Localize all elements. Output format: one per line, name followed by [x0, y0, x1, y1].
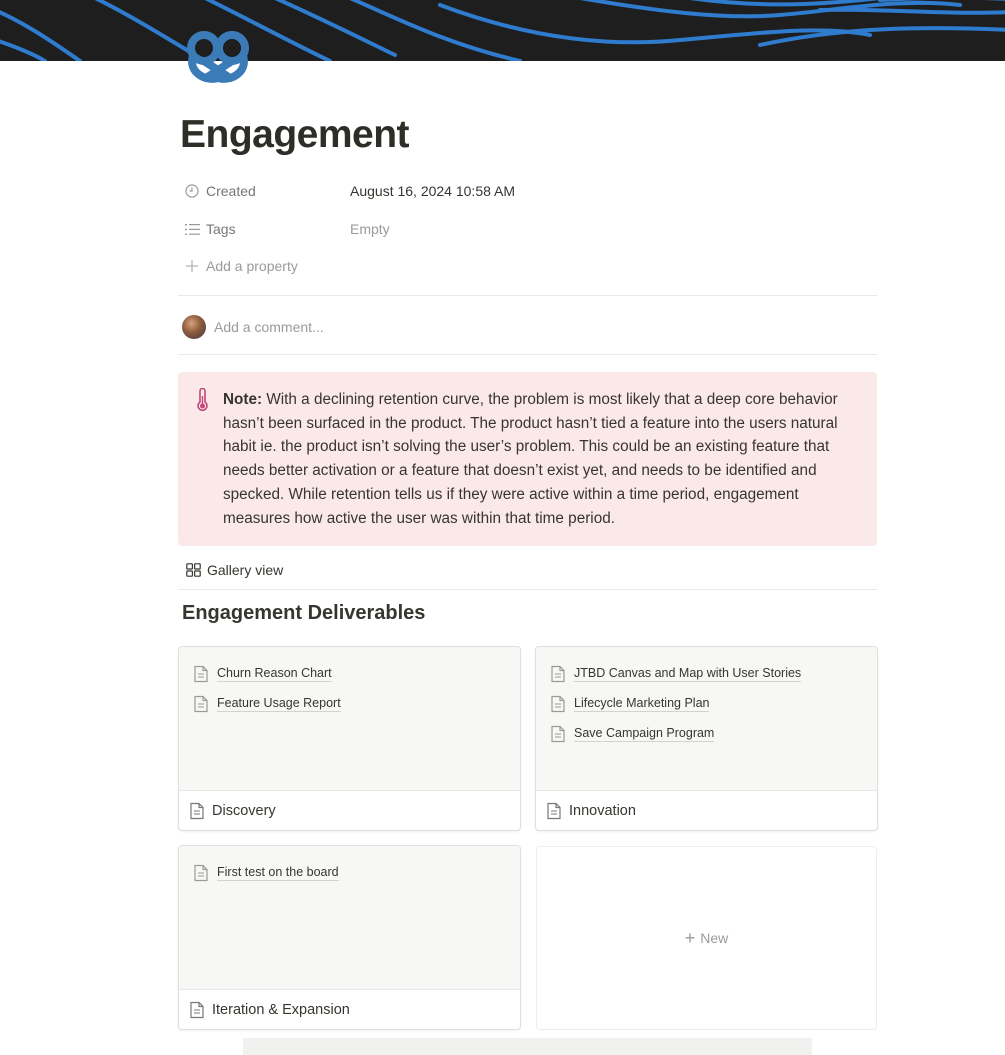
property-created[interactable]: [184, 179, 516, 203]
linked-page-label: Lifecycle Marketing Plan: [574, 696, 710, 710]
cover-image[interactable]: [0, 0, 1005, 61]
page-title[interactable]: Engagement: [180, 113, 410, 156]
card-title-row[interactable]: [179, 791, 520, 831]
list-icon: [184, 221, 200, 237]
callout-text[interactable]: [223, 388, 863, 530]
plus-icon: [184, 258, 200, 274]
clock-icon: [184, 183, 200, 199]
linked-page[interactable]: [536, 659, 877, 689]
callout-body: With a declining retention curve, the problem is most likely that a deep core behavior hasn’t been surfaced in the product. The product hasn’t tied a feature into the users natural habit ie. the product isn’t solving the user’s problem. This could be an existing feature that needs better activation or a feature that doesn’t exist yet, and needs to be identified and specked. While retention tells us if they were active within a time period, engagement measures how active the user was within that time period.: [223, 391, 838, 527]
card-preview: [179, 846, 520, 990]
callout-block[interactable]: [178, 372, 877, 546]
card-title: Innovation: [569, 803, 636, 819]
linked-page-label: First test on the board: [217, 865, 339, 879]
linked-page-label: Feature Usage Report: [217, 696, 341, 710]
property-label: Created: [206, 183, 256, 199]
add-property-button[interactable]: [184, 254, 350, 278]
page-icon: [550, 665, 568, 683]
page-icon: [550, 695, 568, 713]
linked-page[interactable]: [179, 689, 520, 719]
wave-pattern: [0, 0, 1005, 61]
tab-label: Gallery view: [207, 562, 284, 578]
callout-bold-prefix: Note:: [223, 391, 263, 408]
card-preview: [536, 647, 877, 791]
card-title: Discovery: [212, 803, 276, 819]
gallery-card-discovery[interactable]: [178, 646, 521, 831]
new-card-label: New: [700, 930, 729, 946]
property-value-empty[interactable]: Empty: [350, 221, 390, 237]
linked-page-label: Save Campaign Program: [574, 726, 715, 740]
gallery-card-innovation[interactable]: [535, 646, 878, 831]
linked-page[interactable]: [179, 659, 520, 689]
divider: [178, 295, 877, 296]
database-title[interactable]: Engagement Deliverables: [182, 602, 426, 624]
page-icon: [193, 665, 211, 683]
divider: [178, 589, 877, 590]
plus-icon: +: [684, 928, 696, 948]
avatar: [182, 315, 206, 339]
page-icon: [193, 695, 211, 713]
pretzel-icon[interactable]: [184, 26, 254, 88]
divider: [178, 354, 877, 355]
card-title-row[interactable]: [179, 990, 520, 1030]
add-property-label: Add a property: [206, 258, 298, 274]
gallery-card-iteration-expansion[interactable]: [178, 845, 521, 1030]
linked-page-label: Churn Reason Chart: [217, 666, 332, 680]
bottom-placeholder-block: [243, 1038, 812, 1055]
linked-page[interactable]: [179, 858, 520, 888]
property-label: Tags: [206, 221, 236, 237]
linked-page-label: JTBD Canvas and Map with User Stories: [574, 666, 802, 680]
linked-page[interactable]: [536, 719, 877, 749]
comment-placeholder: Add a comment...: [214, 319, 324, 335]
card-preview: [179, 647, 520, 791]
page-icon: [193, 864, 211, 882]
page-icon: [189, 1001, 207, 1019]
property-value[interactable]: August 16, 2024 10:58 AM: [350, 183, 516, 199]
comment-input[interactable]: [182, 315, 324, 339]
property-tags[interactable]: [184, 217, 390, 241]
linked-page[interactable]: [536, 689, 877, 719]
thermometer-icon: [194, 388, 210, 412]
tab-gallery-view[interactable]: [186, 562, 283, 578]
card-title: Iteration & Expansion: [212, 1002, 350, 1018]
page-icon: [550, 725, 568, 743]
new-card-button[interactable]: [536, 846, 877, 1030]
page-icon: [189, 802, 207, 820]
card-title-row[interactable]: [536, 791, 877, 831]
page-icon: [546, 802, 564, 820]
gallery-icon: [186, 563, 201, 577]
